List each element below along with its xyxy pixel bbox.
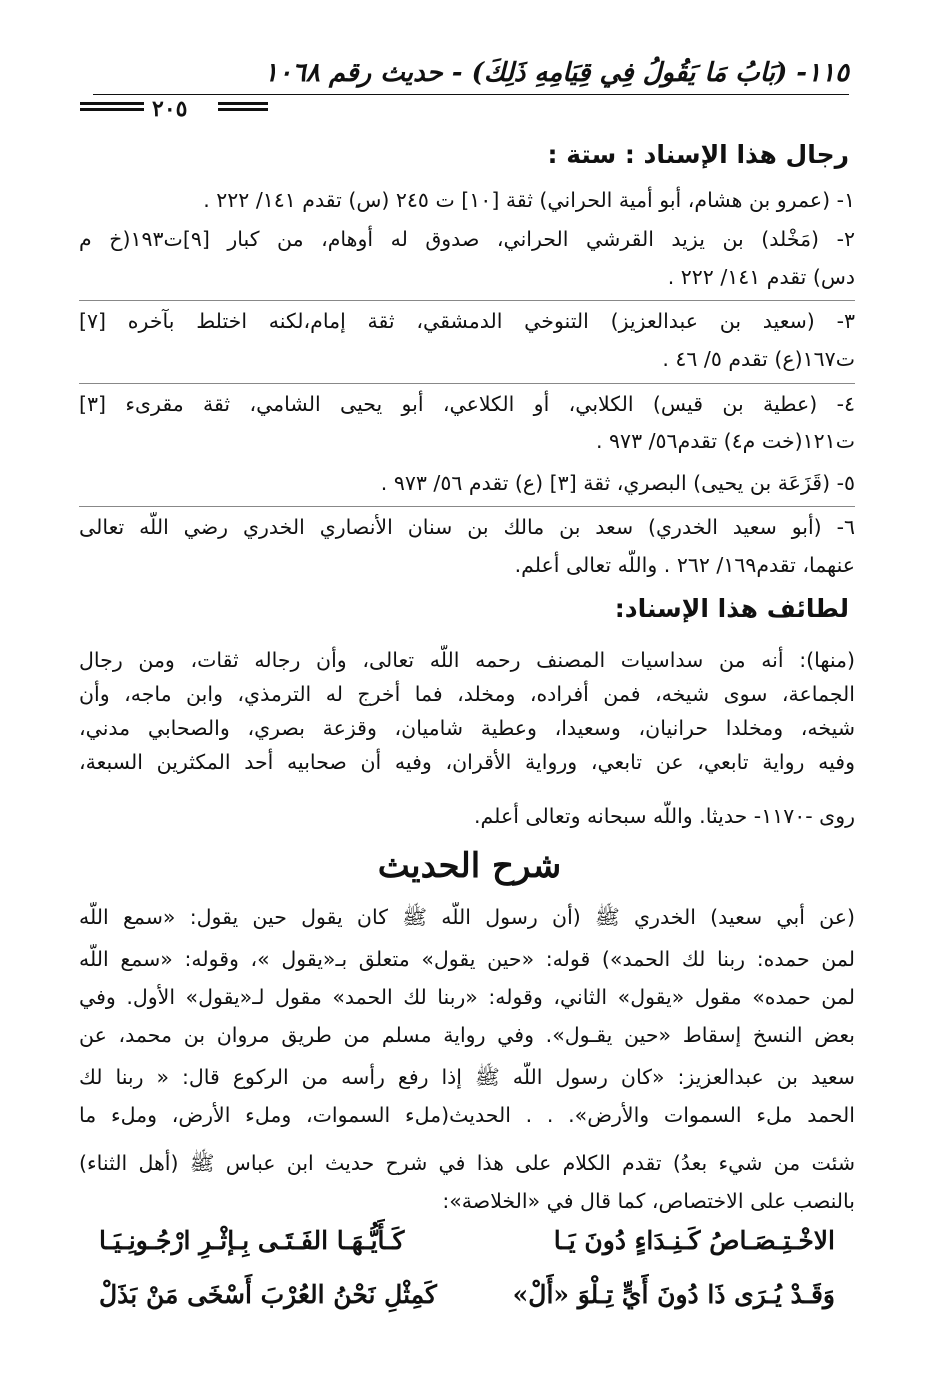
page-number: ٢٠٥ <box>152 96 188 122</box>
subtleties-line: وفيه رواية تابعي، عن تابعي، ورواية الأقران، وفيه أن صحابيه أحد المكثرين السبعة، <box>79 750 855 774</box>
narrator-line: ٥- (قَزَعَة بن يحيى) البصري، ثقة [٣] (ع) تقدم ٥٦/ ٩٧٣ . <box>380 471 855 495</box>
narrators-heading: رجال هذا الإسناد : ستة : <box>547 140 849 169</box>
poem-verse-2-left: كَمِثْلِ نَحْنُ العُرْبَ أَسْخَى مَنْ بَذَلْ <box>99 1280 437 1309</box>
commentary-line: الحمد ملء السموات والأرض». . . الحديث(ملء السموات، وملء الأرض، وملء ما <box>79 1103 855 1127</box>
poem-verse-1-left: كَـأَيُّـهَـا الفَـتَـى بِـإثْـرِ ارْجُـونِـيَـا <box>99 1226 405 1255</box>
narrator-line: ت١٦٧(ع) تقدم ٥/ ٤٦ . <box>662 347 855 371</box>
subtleties-line: الجماعة، سوى شيخه، فمن أفراده، ومخلد، فما أخرج له الترمذي، وابن ماجه، وأن <box>79 682 855 706</box>
header-double-bar-right <box>218 102 268 114</box>
running-header-title: ١١٥- (بَابُ مَا يَقُولُ فِي قِيَامِهِ ذَلِكَ) - حديث رقم ١٠٦٨ <box>263 58 849 88</box>
narrator-line: ٢- (مَخْلد) بن يزيد القرشي الحراني، صدوق له أوهام، من كبار [٩]ت١٩٣(خ م <box>79 227 855 251</box>
narrator-separator <box>79 300 855 301</box>
header-double-bar-left <box>80 102 144 114</box>
subtleties-line: روى -١١٧٠- حديثا. واللَّه سبحانه وتعالى أعلم. <box>474 804 855 828</box>
subtleties-line: (منها): أنه من سداسيات المصنف رحمه اللَّه تعالى، وأن رجاله ثقات، ومن رجال <box>79 648 855 672</box>
page-number-row <box>80 96 280 122</box>
narrator-line: ٤- (عطية بن قيس) الكلابي، أو الكلاعي، أبو يحيى الشامي، ثقة مقرىء [٣] <box>79 392 855 416</box>
commentary-line: شئت من شيء بعدُ) تقدم الكلام على هذا في شرح حديث ابن عباس ﷺ (أهل الثناء) <box>79 1151 855 1175</box>
poem-verse-2-right: وَقَـدْ يُـرَى ذَا دُونَ أَيٍّ تِـلْوَ «أَلْ» <box>512 1280 835 1309</box>
narrator-separator <box>79 383 855 384</box>
poem-verse-1-right: الاخْـتِـصَـاصُ كَـنِـدَاءٍ دُونَ يَـا <box>553 1226 835 1255</box>
subtleties-line: شيخه، ومخلدا حرانيان، وسعيدا، وعطية شاميان، وقزعة بصري، والصحابي مدني، <box>79 716 855 740</box>
subtleties-heading: لطائف هذا الإسناد: <box>614 594 849 623</box>
narrator-line: دس) تقدم ١٤١/ ٢٢٢ . <box>667 265 855 289</box>
commentary-line: (عن أبي سعيد) الخدري ﷺ (أن رسول اللَّه ﷺ كان يقول حين يقول: «سمع اللَّه <box>79 905 855 929</box>
narrator-line: ١- (عمرو بن هشام، أبو أمية الحراني) ثقة [١٠] ت ٢٤٥ (س) تقدم ١٤١/ ٢٢٢ . <box>203 188 855 212</box>
poem-verse-2 <box>99 1280 835 1309</box>
narrator-separator <box>79 506 855 507</box>
narrator-line: عنهما، تقدم١٦٩/ ٢٦٢ . واللَّه تعالى أعلم. <box>514 553 855 577</box>
commentary-line: بعض النسخ إسقاط «حين يقـول». وفي رواية مسلم من طريق مروان بن محمد، عن <box>79 1023 855 1047</box>
commentary-line: سعيد بن عبدالعزيز: «كان رسول اللَّه ﷺ إذا رفع رأسه من الركوع قال: « ربنا لك <box>79 1065 855 1089</box>
narrator-line: ٣- (سعيد بن عبدالعزيز) التنوخي الدمشقي، ثقة إمام،لكنه اختلط بآخره [٧] <box>79 309 855 333</box>
commentary-line: لمن حمده» مقول «يقول» الثاني، وقوله: «ربنا لك الحمد» مقول لـ«يقول» الأول. وفي <box>79 985 855 1009</box>
commentary-title: شرح الحديث <box>377 846 562 886</box>
commentary-line: لمن حمده: ربنا لك الحمد») قوله: «حين يقول» متعلق بـ«يقول »، وقوله: «سمع اللَّه <box>79 947 855 971</box>
commentary-line: بالنصب على الاختصاص، كما قال في «الخلاصة»: <box>442 1189 855 1213</box>
narrator-line: ٦- (أبو سعيد الخدري) سعد بن مالك بن سنان الأنصاري الخدري رضي اللَّه تعالى <box>79 515 855 539</box>
narrator-line: ت١٢١(خت م٤) تقدم٥٦/ ٩٧٣ . <box>596 429 855 453</box>
poem-verse-1 <box>99 1226 835 1255</box>
header-rule <box>93 94 849 95</box>
